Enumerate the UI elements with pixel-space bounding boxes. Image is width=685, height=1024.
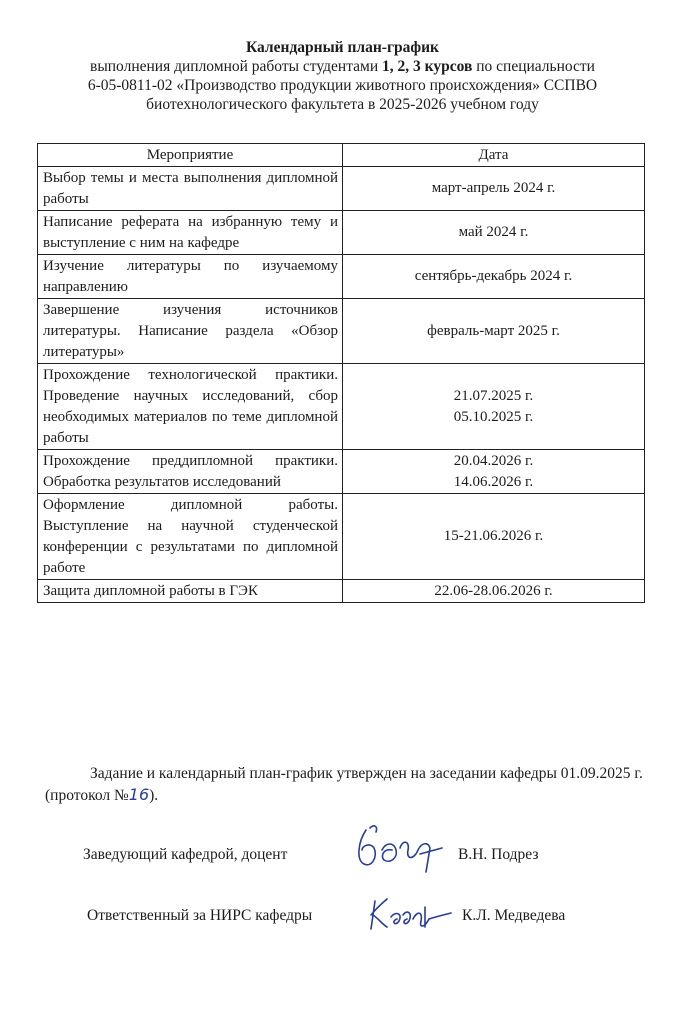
header-line-1: выполнения дипломной работы студентами 1, 2, 3 курсов по специальности <box>90 58 595 75</box>
head-name: В.Н. Подрез <box>458 846 539 863</box>
date-start: 21.07.2025 г. <box>453 387 534 404</box>
event-cell: Выбор темы и места выполнения дипломной работы <box>38 167 343 211</box>
table-row <box>38 255 645 299</box>
table-row <box>38 494 645 580</box>
date-start: 20.04.2026 г. <box>453 452 534 469</box>
date-cell <box>343 364 645 450</box>
document-title: Календарный план-график <box>246 39 439 56</box>
table-row <box>38 580 645 603</box>
header-line-3: биотехнологического факультета в 2025-2026 учебном году <box>146 96 539 113</box>
event-cell: Изучение литературы по изучаемому направлению <box>38 255 343 299</box>
event-cell: Завершение изучения источников литературы. Написание раздела «Обзор литературы» <box>38 299 343 364</box>
nirs-position: Ответственный за НИРС кафедры <box>87 907 313 924</box>
event-cell: Оформление дипломной работы. Выступление на научной студенческой конференции с результатами по дипломной работе <box>38 494 343 580</box>
head-position: Заведующий кафедрой, доцент <box>83 846 288 863</box>
table-row <box>38 211 645 255</box>
date-cell: март-апрель 2024 г. <box>343 167 645 211</box>
date-end: 14.06.2026 г. <box>453 473 534 490</box>
table-row <box>38 364 645 450</box>
schedule-table <box>37 143 645 603</box>
table-row <box>38 167 645 211</box>
head-signature <box>348 820 448 876</box>
event-cell: Написание реферата на избранную тему и выступление с ним на кафедре <box>38 211 343 255</box>
protocol-number: 16 <box>128 785 150 804</box>
column-header-event: Мероприятие <box>38 144 343 167</box>
event-cell: Прохождение преддипломной практики. Обработка результатов исследований <box>38 450 343 494</box>
header-line-2: 6-05-0811-02 «Производство продукции животного происхождения» ССПВО <box>87 77 598 94</box>
nirs-name: К.Л. Медведева <box>462 907 566 924</box>
column-header-date: Дата <box>343 144 645 167</box>
document-header <box>30 38 655 114</box>
nirs-signature <box>365 893 455 937</box>
table-header-row <box>38 144 645 167</box>
date-cell <box>343 450 645 494</box>
date-cell: 15-21.06.2026 г. <box>343 494 645 580</box>
event-cell: Защита дипломной работы в ГЭК <box>38 580 343 603</box>
date-cell: 22.06-28.06.2026 г. <box>343 580 645 603</box>
date-cell: май 2024 г. <box>343 211 645 255</box>
table-row <box>38 299 645 364</box>
approval-note: Задание и календарный план-график утвержден на заседании кафедры 01.09.2025 г. (протокол №16). <box>45 765 643 804</box>
date-cell: сентябрь-декабрь 2024 г. <box>343 255 645 299</box>
date-end: 05.10.2025 г. <box>453 408 534 425</box>
date-cell: февраль-март 2025 г. <box>343 299 645 364</box>
courses: 1, 2, 3 курсов <box>382 58 473 75</box>
table-row <box>38 450 645 494</box>
event-cell: Прохождение технологической практики. Проведение научных исследований, сбор необходимых материалов по теме дипломной работы <box>38 364 343 450</box>
